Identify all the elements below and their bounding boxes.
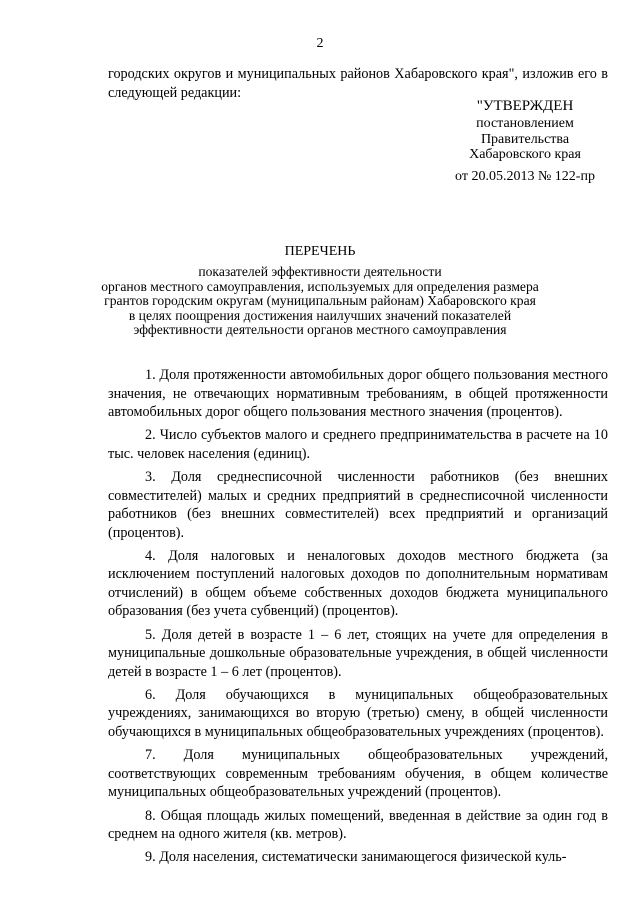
list-item: 1. Доля протяженности автомобильных дорог общего пользования местного значения, не отвечающих нормативным требованиям, в общей протяженности автомобильных дорог общего пользования местного значения (процентов). — [108, 367, 608, 420]
subtitle-line: органов местного самоуправления, используемых для определения размера — [101, 278, 539, 294]
document-heading: ПЕРЕЧЕНЬ — [284, 244, 356, 259]
intro-text: городских округов и муниципальных районов Хабаровского края", изложив его в следующей редакции: — [108, 66, 608, 101]
approval-line: Правительства — [480, 131, 570, 147]
document-subtitle — [80, 265, 560, 338]
subtitle-line: показателей эффективности деятельности — [198, 264, 442, 279]
list-item: 3. Доля среднесписочной численности работников (без внешних совместителей) малых и средних предприятий в среднесписочной численности работников (без внешних совместителей) всех предприятий и организаций (процентов). — [108, 469, 608, 541]
list-item: 5. Доля детей в возрасте 1 – 6 лет, стоящих на учете для определения в муниципальные дошкольные образовательные учреждения, в общей численности детей в возрасте 1 – 6 лет (процентов). — [108, 626, 608, 680]
list-item: 9. Доля населения, систематически занимающегося физической куль- — [145, 849, 567, 866]
list-item: 4. Доля налоговых и неналоговых доходов местного бюджета (за исключением поступлений налоговых доходов по дополнительным нормативам отчислений) в общем объеме собственных доходов бюджета муниципального образования (без учета субвенций) (процентов). — [108, 547, 608, 620]
list-item: 7. Доля муниципальных общеобразовательных учреждений, соответствующих современным требованиям обучения, в общем количестве муниципальных общеобразовательных учреждений (процентов). — [108, 747, 608, 801]
approval-title: "УТВЕРЖДЕН — [476, 98, 574, 114]
subtitle-line: эффективности деятельности органов местного самоуправления — [133, 322, 507, 337]
approval-line: постановлением — [476, 116, 574, 131]
approval-date: от 20.05.2013 № 122-пр — [455, 168, 595, 184]
approval-line: Хабаровского края — [469, 147, 581, 162]
approval-stamp — [440, 96, 610, 184]
list-item: 6. Доля обучающихся в муниципальных общеобразовательных учреждениях, занимающихся во вторую (третью) смену, в общей численности обучающихся в муниципальных общеобразовательных учреждениях (процентов). — [108, 686, 608, 740]
subtitle-line: грантов городским округам (муниципальным районам) Хабаровского края — [104, 293, 536, 308]
list-item: 2. Число субъектов малого и среднего предпринимательства в расчете на 10 тыс. человек населения (единиц). — [108, 427, 608, 462]
list-item: 8. Общая площадь жилых помещений, введенная в действие за один год в среднем на одного жителя (кв. метров). — [108, 807, 608, 843]
indicator-list — [108, 366, 608, 872]
subtitle-line: в целях поощрения достижения наилучших значений показателей — [128, 307, 512, 323]
page-number: 2 — [316, 36, 324, 51]
